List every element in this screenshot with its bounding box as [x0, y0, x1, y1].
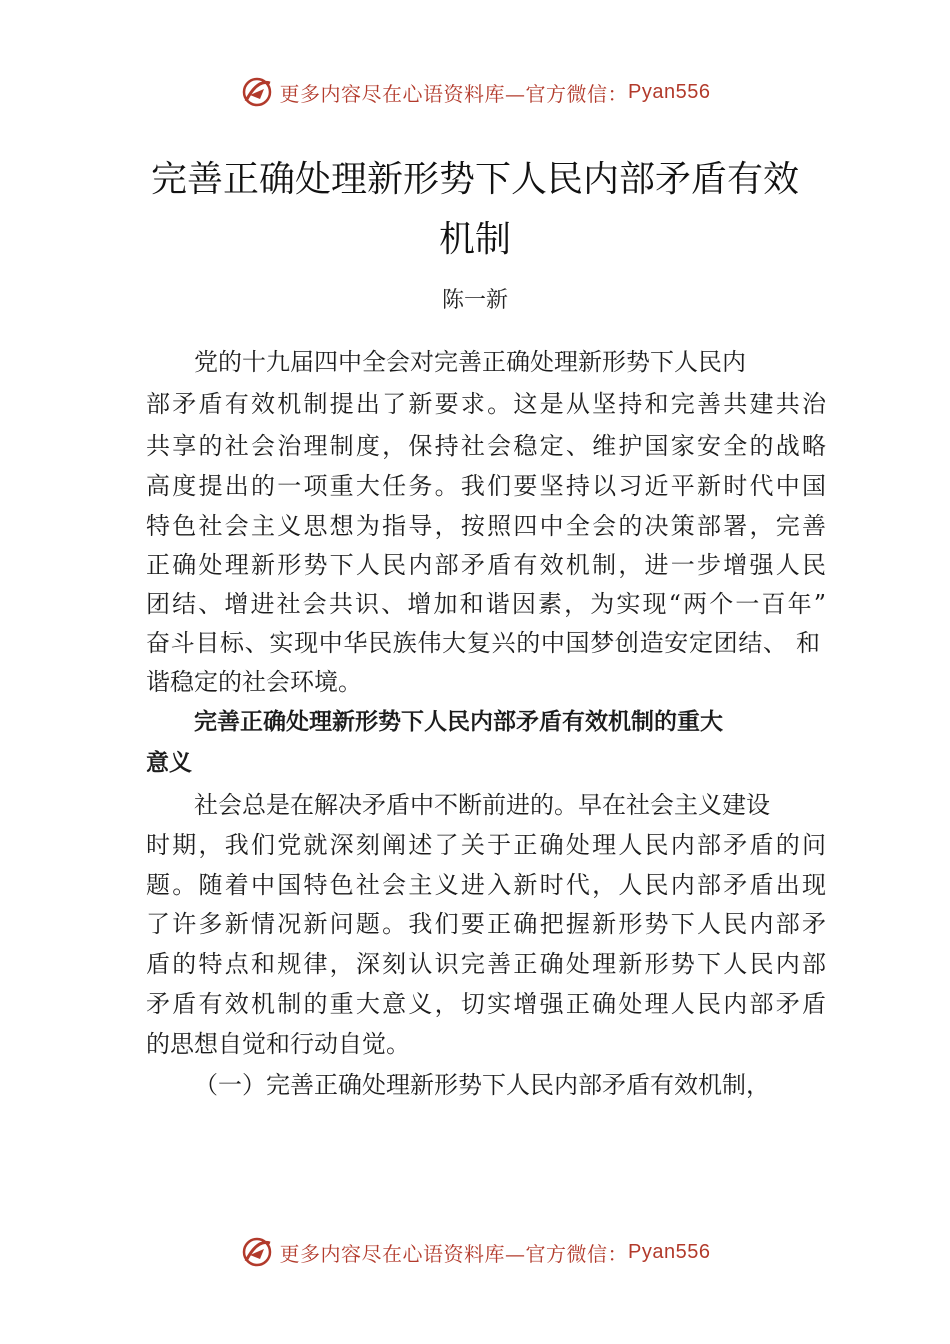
author-name: 陈一新 [441, 288, 508, 313]
brand-logo-icon [240, 75, 274, 109]
paragraph2-line: 盾的特点和规律，深刻认识完善正确处理新形势下人民内部 [146, 950, 826, 978]
paragraph1-line: 党的十九届四中全会对完善正确处理新形势下人民内 [194, 348, 746, 376]
paragraph1-line: 奋斗目标、实现中华民族伟大复兴的中国梦创造安定团结、 和 [146, 629, 820, 657]
document-title-line1: 完善正确处理新形势下人民内部矛盾有效 [150, 159, 799, 200]
section-heading: 完善正确处理新形势下人民内部矛盾有效机制的重大 [194, 709, 723, 735]
paragraph1-line: 团结、增进社会共识、增加和谐因素，为实现“两个一百年” [146, 590, 826, 618]
watermark-footer [0, 1232, 950, 1272]
watermark-header [0, 72, 950, 112]
paragraph1-line: 特色社会主义思想为指导，按照四中全会的决策部署，完善 [146, 512, 826, 540]
watermark-wechat-id: Pyan556 [628, 1240, 711, 1263]
paragraph2-line: 的思想自觉和行动自觉。 [146, 1030, 410, 1058]
document-title-line2: 机制 [438, 219, 511, 260]
section-heading: 意义 [146, 750, 192, 776]
paragraph1-line: 部矛盾有效机制提出了新要求。这是从坚持和完善共建共治 [146, 390, 826, 418]
watermark-text: 更多内容尽在心语资料库—官方微信： [279, 1241, 629, 1266]
paragraph1-line: 谐稳定的社会环境。 [146, 668, 362, 696]
brand-logo-icon [240, 1235, 274, 1269]
paragraph2-line: 了许多新情况新问题。我们要正确把握新形势下人民内部矛 [146, 910, 826, 938]
paragraph1-line: 高度提出的一项重大任务。我们要坚持以习近平新时代中国 [146, 472, 826, 500]
paragraph2-line: 矛盾有效机制的重大意义，切实增强正确处理人民内部矛盾 [146, 990, 826, 1018]
watermark-text: 更多内容尽在心语资料库—官方微信： [279, 81, 629, 106]
paragraph1-line: 共享的社会治理制度，保持社会稳定、维护国家安全的战略 [146, 432, 826, 460]
paragraph2-line: 时期，我们党就深刻阐述了关于正确处理人民内部矛盾的问 [146, 831, 826, 859]
paragraph2-line: 题。随着中国特色社会主义进入新时代，人民内部矛盾出现 [146, 871, 826, 899]
watermark-wechat-id: Pyan556 [628, 80, 711, 103]
paragraph1-line: 正确处理新形势下人民内部矛盾有效机制，进一步增强人民 [146, 551, 826, 579]
subsection-heading: （一）完善正确处理新形势下人民内部矛盾有效机制， [194, 1071, 770, 1099]
paragraph2-line: 社会总是在解决矛盾中不断前进的。早在社会主义建设 [194, 791, 770, 819]
